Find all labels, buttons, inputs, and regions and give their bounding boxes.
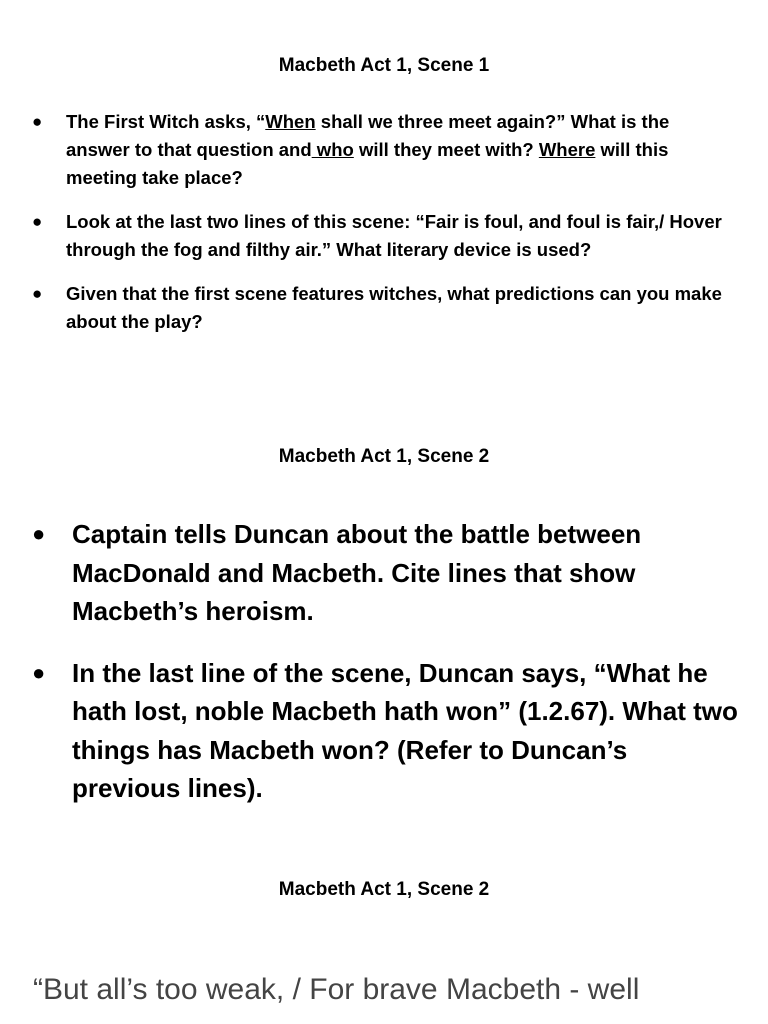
section-3-title: Macbeth Act 1, Scene 2 <box>278 879 490 900</box>
section-2-questions <box>0 515 768 831</box>
bullet-icon: ● <box>32 212 43 231</box>
section-2-question-2: ● In the last line of the scene, Duncan says, “What he hath lost, noble Macbeth hath won” (1.2.67). What two things has Macbeth won? (Refer to Duncan’s previous lines). <box>0 654 768 808</box>
bullet-icon: ● <box>32 284 43 303</box>
section-1-questions <box>0 108 768 352</box>
section-2-title: Macbeth Act 1, Scene 2 <box>278 446 490 467</box>
bullet-icon: ● <box>32 659 46 685</box>
bullet-icon: ● <box>32 521 46 546</box>
quote-text: “But all’s too weak, / For brave Macbeth - well <box>33 973 640 1006</box>
section-1-title: Macbeth Act 1, Scene 1 <box>278 55 490 76</box>
underlined-when: When <box>265 111 316 132</box>
section-2-question-1: ● Captain tells Duncan about the battle between MacDonald and Macbeth. Cite lines that show Macbeth’s heroism. <box>0 515 768 631</box>
bullet-icon: ● <box>32 112 43 131</box>
section-1-question-1: ● The First Witch asks, “When shall we three meet again?” What is the answer to that question and who will they meet with? Where will this meeting take place? <box>0 108 768 192</box>
underlined-who: who <box>311 139 354 160</box>
underlined-where: Where <box>538 139 596 160</box>
section-1-question-2: ● Look at the last two lines of this scene: “Fair is foul, and foul is fair,/ Hover through the fog and filthy air.” What literary device is used? <box>0 208 768 264</box>
section-1-question-3: ● Given that the first scene features witches, what predictions can you make about the play? <box>0 280 768 336</box>
